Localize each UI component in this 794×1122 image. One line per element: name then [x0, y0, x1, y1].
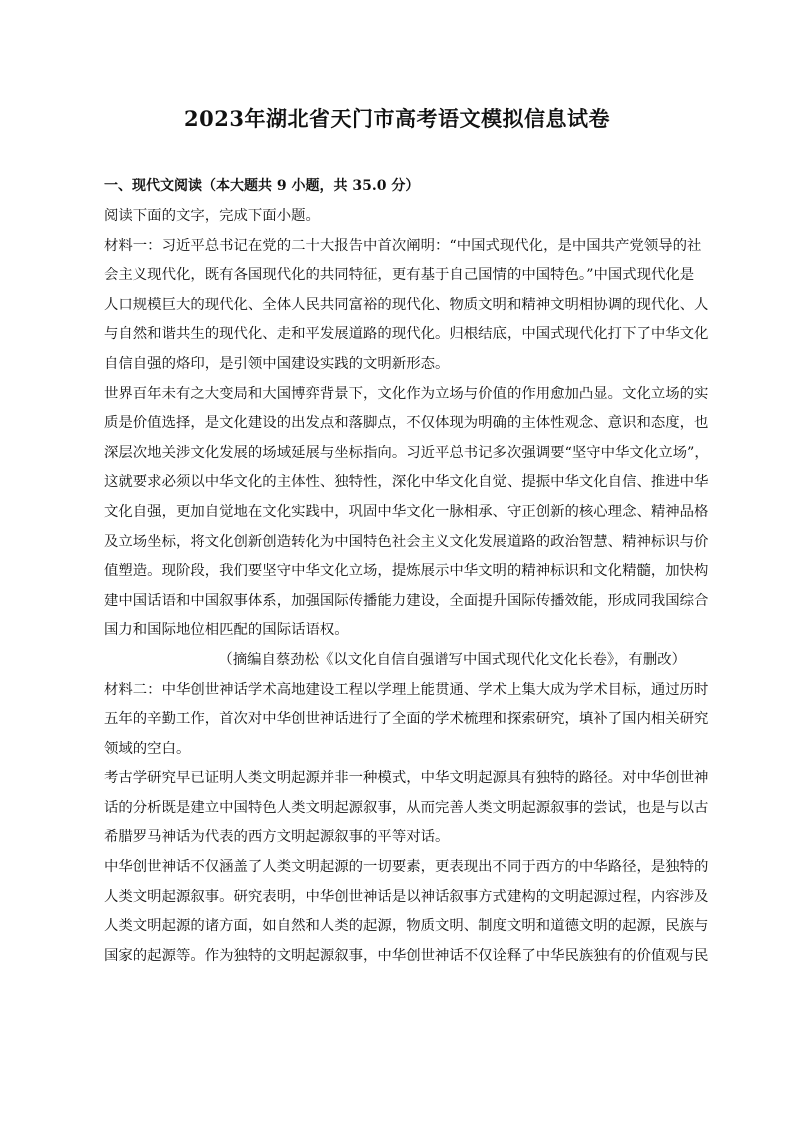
passage-body: [104, 202, 709, 971]
passage-line: 世界百年未有之大变局和大国博弈背景下，文化作为立场与价值的作用愈加凸显。文化立场的实: [104, 385, 709, 402]
passage-line: 文化自强，更加自觉地在文化实践中，巩固中华文化一脉相承、守正创新的核心理念、精神品格: [104, 503, 709, 520]
passage-line: 中华创世神话不仅涵盖了人类文明起源的一切要素，更表现出不同于西方的中华路径，是独特的: [104, 859, 709, 876]
passage-line: 话的分析既是建立中国特色人类文明起源叙事，从而完善人类文明起源叙事的尝试，也是与以古: [104, 799, 709, 816]
passage-line: 五年的辛勤工作，首次对中华创世神话进行了全面的学术梳理和探索研究，填补了国内相关研究: [104, 711, 709, 728]
passage-line: 人口规模巨大的现代化、全体人民共同富裕的现代化、物质文明和精神文明相协调的现代化、人: [104, 296, 709, 313]
passage-line: 深层次地关涉文化发展的场域延展与坐标指向。习近平总书记多次强调要“坚守中华文化立场”，: [104, 444, 709, 461]
passage-line: 国家的起源等。作为独特的文明起源叙事，中华创世神话不仅诠释了中华民族独有的价值观与民: [104, 947, 709, 964]
passage-line: 这就要求必须以中华文化的主体性、独特性，深化中华文化自觉、提振中华文化自信、推进中华: [104, 474, 709, 491]
passage-line: 希腊罗马神话为代表的西方文明起源叙事的平等对话。: [104, 829, 450, 846]
passage-line: 建中国话语和中国叙事体系，加强国际传播能力建设，全面提升国际传播效能，形成同我国综合: [104, 592, 709, 609]
passage-line: 人类文明起源的诸方面，如自然和人类的起源，物质文明、制度文明和道德文明的起源，民族与: [104, 918, 709, 935]
section-heading: 一、现代文阅读（本大题共 9 小题，共 35.0 分）: [104, 178, 420, 194]
passage-line: 人类文明起源叙事。研究表明，中华创世神话是以神话叙事方式建构的文明起源过程，内容涉及: [104, 888, 709, 905]
passage-line: 与自然和谐共生的现代化、走和平发展道路的现代化。归根结底，中国式现代化打下了中华文化: [104, 326, 709, 343]
passage-line: 会主义现代化，既有各国现代化的共同特征，更有基于自己国情的中国特色。”中国式现代化是: [104, 267, 695, 284]
source-citation: （摘编自蔡劲松《以文化自信自强谱写中国式现代化文化长卷》，有删改）: [218, 651, 686, 668]
passage-line: 材料一：习近平总书记在党的二十大报告中首次阐明：“中国式现代化，是中国共产党领导的社: [104, 237, 702, 254]
passage-line: 质是价值选择，是文化建设的出发点和落脚点，不仅体现为明确的主体性观念、意识和态度，也: [104, 415, 709, 432]
passage-line: 自信自强的烙印，是引领中国建设实践的文明新形态。: [104, 355, 450, 372]
passage-line: 材料二：中华创世神话学术高地建设工程以学理上能贯通、学术上集大成为学术目标，通过历时: [104, 681, 709, 698]
passage-line: 考古学研究早已证明人类文明起源并非一种模式，中华文明起源具有独特的路径。对中华创世神: [104, 770, 709, 787]
passage-line: 及立场坐标，将文化创新创造转化为中国特色社会主义文化发展道路的政治智慧、精神标识与价: [104, 533, 709, 550]
document-title: 2023年湖北省天门市高考语文模拟信息试卷: [184, 106, 610, 131]
passage-line: 阅读下面的文字，完成下面小题。: [104, 208, 320, 224]
passage-line: 值塑造。现阶段，我们要坚守中华文化立场，提炼展示中华文明的精神标识和文化精髓，加快构: [104, 563, 709, 580]
passage-line: 领域的空白。: [104, 740, 191, 757]
passage-line: 国力和国际地位相匹配的国际话语权。: [104, 622, 349, 639]
